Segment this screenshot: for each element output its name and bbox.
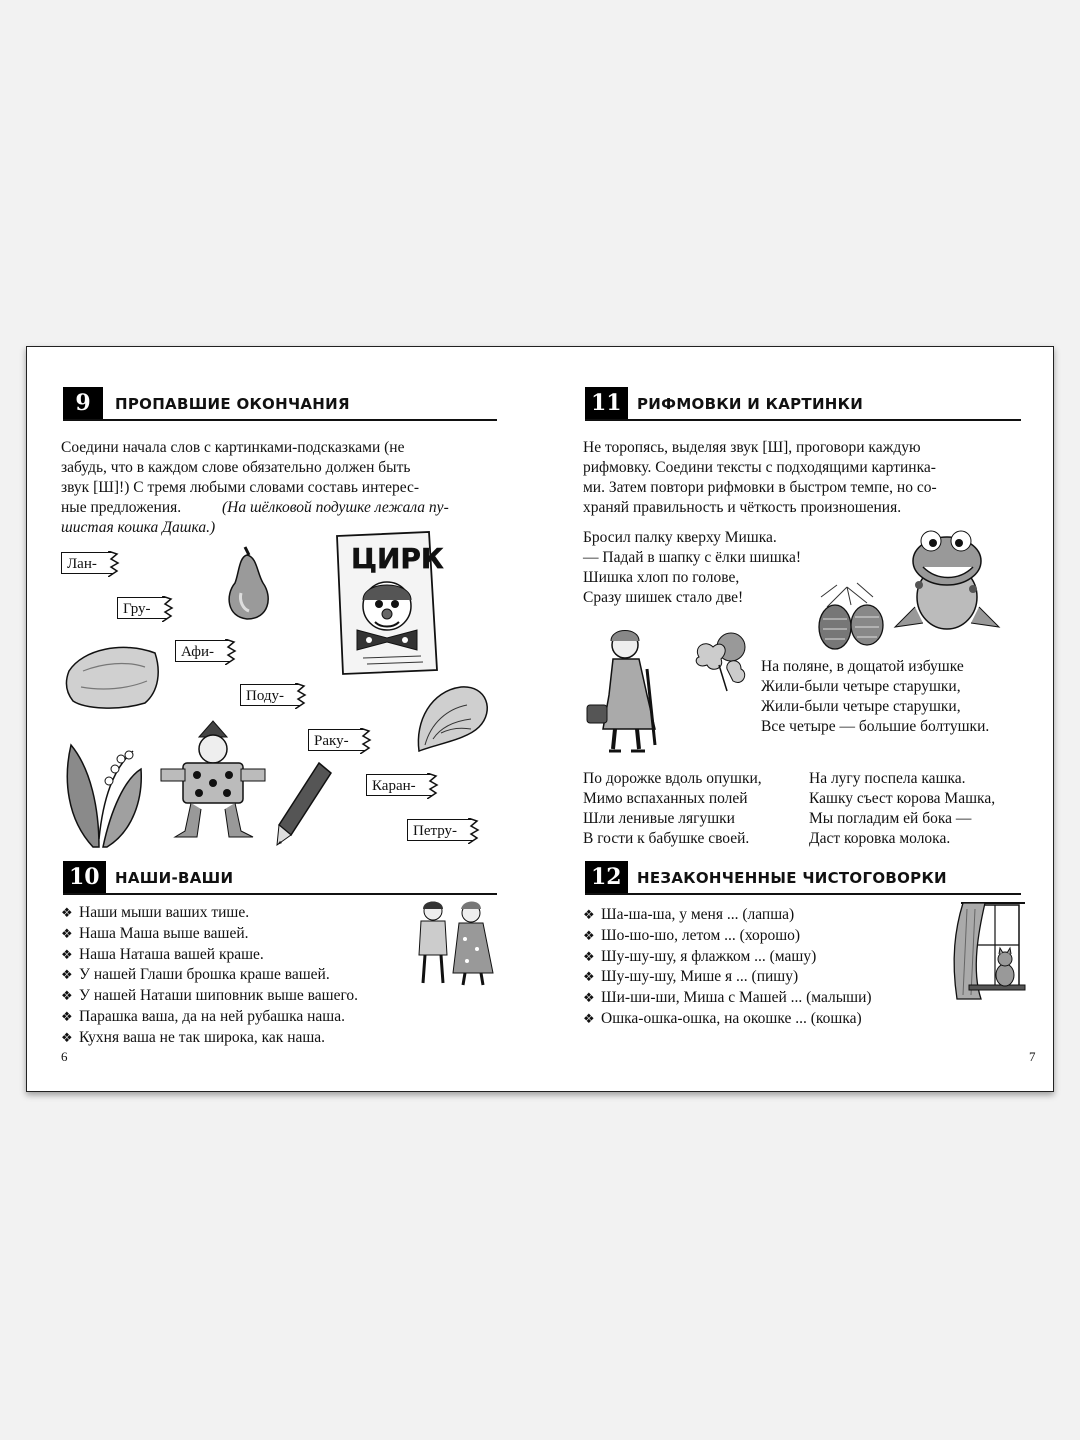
- list-item: ❖ Шу-шу-шу, я флажком ... (машу): [583, 947, 817, 965]
- section-number: 11: [585, 387, 628, 419]
- text-line: забудь, что в каждом слове обязательно должен быть: [61, 459, 411, 476]
- list-item: ❖ У нашей Наташи шиповник выше вашего.: [61, 987, 359, 1005]
- word-tag[interactable]: Поду-: [240, 684, 300, 706]
- list-item: ❖ Ша-ша-ша, у меня ... (лапша): [583, 906, 795, 923]
- rhyme-line: Бросил палку кверху Мишка.: [583, 529, 777, 546]
- section-12-list: [583, 905, 872, 1030]
- rhyme-line: Жили-были четыре старушки,: [761, 698, 961, 715]
- text-line: ми. Затем повтори рифмовки в быстром темпе, но со-: [583, 479, 937, 496]
- text-line: звук [Ш]!) С тремя любыми словами составь интерес-: [61, 479, 420, 496]
- rhyme-line: На поляне, в дощатой избушке: [761, 658, 964, 675]
- section-number: 9: [63, 387, 103, 419]
- section-title: РИФМОВКИ И КАРТИНКИ: [637, 395, 864, 413]
- frog-illustration: [893, 527, 1003, 639]
- text-line: Соедини начала слов с картинками-подсказками (не: [61, 439, 405, 456]
- rhyme-line: На лугу поспела кашка.: [809, 770, 966, 787]
- rhyme-line: Жили-были четыре старушки,: [761, 678, 961, 695]
- list-item: ❖ Кухня ваша не так широка, как наша.: [61, 1028, 326, 1046]
- section-12-header: [585, 861, 1021, 895]
- section-number: 10: [63, 861, 106, 893]
- rhyme-line: По дорожке вдоль опушки,: [583, 770, 762, 787]
- page-number: 7: [1029, 1049, 1036, 1064]
- text-line: ные предложения.: [61, 499, 182, 516]
- section-11-header: [585, 387, 1021, 421]
- text-line: рифмовку. Соедини тексты с подходящими картинка-: [583, 459, 936, 476]
- seashell-illustration: [411, 681, 493, 755]
- pear-illustration: [221, 543, 277, 623]
- rhyme-line: Шли ленивые лягушки: [583, 810, 735, 827]
- list-item: ❖ Наша Наташа вашей краше.: [61, 945, 264, 963]
- list-item: ❖ У нашей Глаши брошка краше вашей.: [61, 966, 330, 984]
- word-tag[interactable]: Лан-: [61, 552, 113, 574]
- section-10-header: [63, 861, 497, 895]
- list-item: ❖ Ши-ши-ши, Миша с Машей ... (малыши): [583, 989, 872, 1007]
- clover-illustration: [691, 629, 755, 693]
- pine-cones-illustration: [797, 583, 893, 651]
- pencil-illustration: [275, 759, 335, 849]
- rhyme-line: Мимо вспаханных полей: [583, 790, 748, 807]
- section-9-header: [63, 387, 497, 421]
- word-tag[interactable]: Афи-: [175, 640, 230, 662]
- rhyme-line: Сразу шишек стало две!: [583, 589, 744, 606]
- two-women-illustration: [409, 899, 499, 987]
- pillow-illustration: [63, 641, 163, 711]
- example-text: (На шёлковой подушке лежала пу-: [222, 499, 449, 516]
- text-line: храняй правильность и чёткость произношения.: [583, 499, 902, 516]
- word-tag[interactable]: Петру-: [407, 819, 473, 841]
- word-tag[interactable]: Гру-: [117, 597, 167, 619]
- list-item: ❖ Ошка-ошка-ошка, на окошке ... (кошка): [583, 1009, 862, 1027]
- left-page: [27, 347, 541, 1091]
- list-item: ❖ Наша Маша выше вашей.: [61, 924, 249, 942]
- circus-poster-illustration: [333, 530, 444, 676]
- rhyme-line: Кашку съест корова Машка,: [809, 790, 996, 807]
- list-item: ❖ Шу-шу-шу, Мише я ... (пишу): [583, 968, 799, 986]
- list-item: ❖ Наши мыши ваших тише.: [61, 904, 250, 921]
- old-woman-illustration: [585, 625, 677, 755]
- example-text: шистая кошка Дашка.): [61, 519, 216, 536]
- window-cat-illustration: [941, 899, 1025, 1003]
- lily-of-the-valley-illustration: [63, 739, 143, 849]
- rhyme-line: Шишка хлоп по голове,: [583, 569, 740, 586]
- section-title: ПРОПАВШИЕ ОКОНЧАНИЯ: [115, 395, 350, 413]
- circus-sign-text: ЦИРК: [351, 542, 444, 575]
- text-line: Не торопясь, выделяя звук [Ш], проговори каждую: [583, 439, 921, 456]
- rhyme-line: В гости к бабушке своей.: [583, 830, 750, 847]
- book-spread: [26, 346, 1054, 1092]
- word-tag[interactable]: Каран-: [366, 774, 432, 796]
- petrushka-toy-illustration: [157, 719, 267, 845]
- right-page: [541, 347, 1055, 1091]
- rhyme-line: — Падай в шапку с ёлки шишка!: [583, 549, 801, 566]
- word-tag[interactable]: Раку-: [308, 729, 365, 751]
- section-number: 12: [585, 861, 628, 893]
- section-title: НЕЗАКОНЧЕННЫЕ ЧИСТОГОВОРКИ: [637, 869, 947, 887]
- list-item: ❖ Парашка ваша, да на ней рубашка наша.: [61, 1007, 345, 1025]
- section-10-list: [61, 903, 358, 1049]
- page-number: 6: [61, 1049, 68, 1064]
- rhyme-line: Мы погладим ей бока —: [809, 810, 972, 827]
- rhyme-line: Даст коровка молока.: [809, 830, 951, 847]
- list-item: ❖ Шо-шо-шо, летом ... (хорошо): [583, 926, 801, 944]
- rhyme-line: Все четыре — большие болтушки.: [761, 718, 990, 735]
- section-title: НАШИ-ВАШИ: [115, 869, 234, 887]
